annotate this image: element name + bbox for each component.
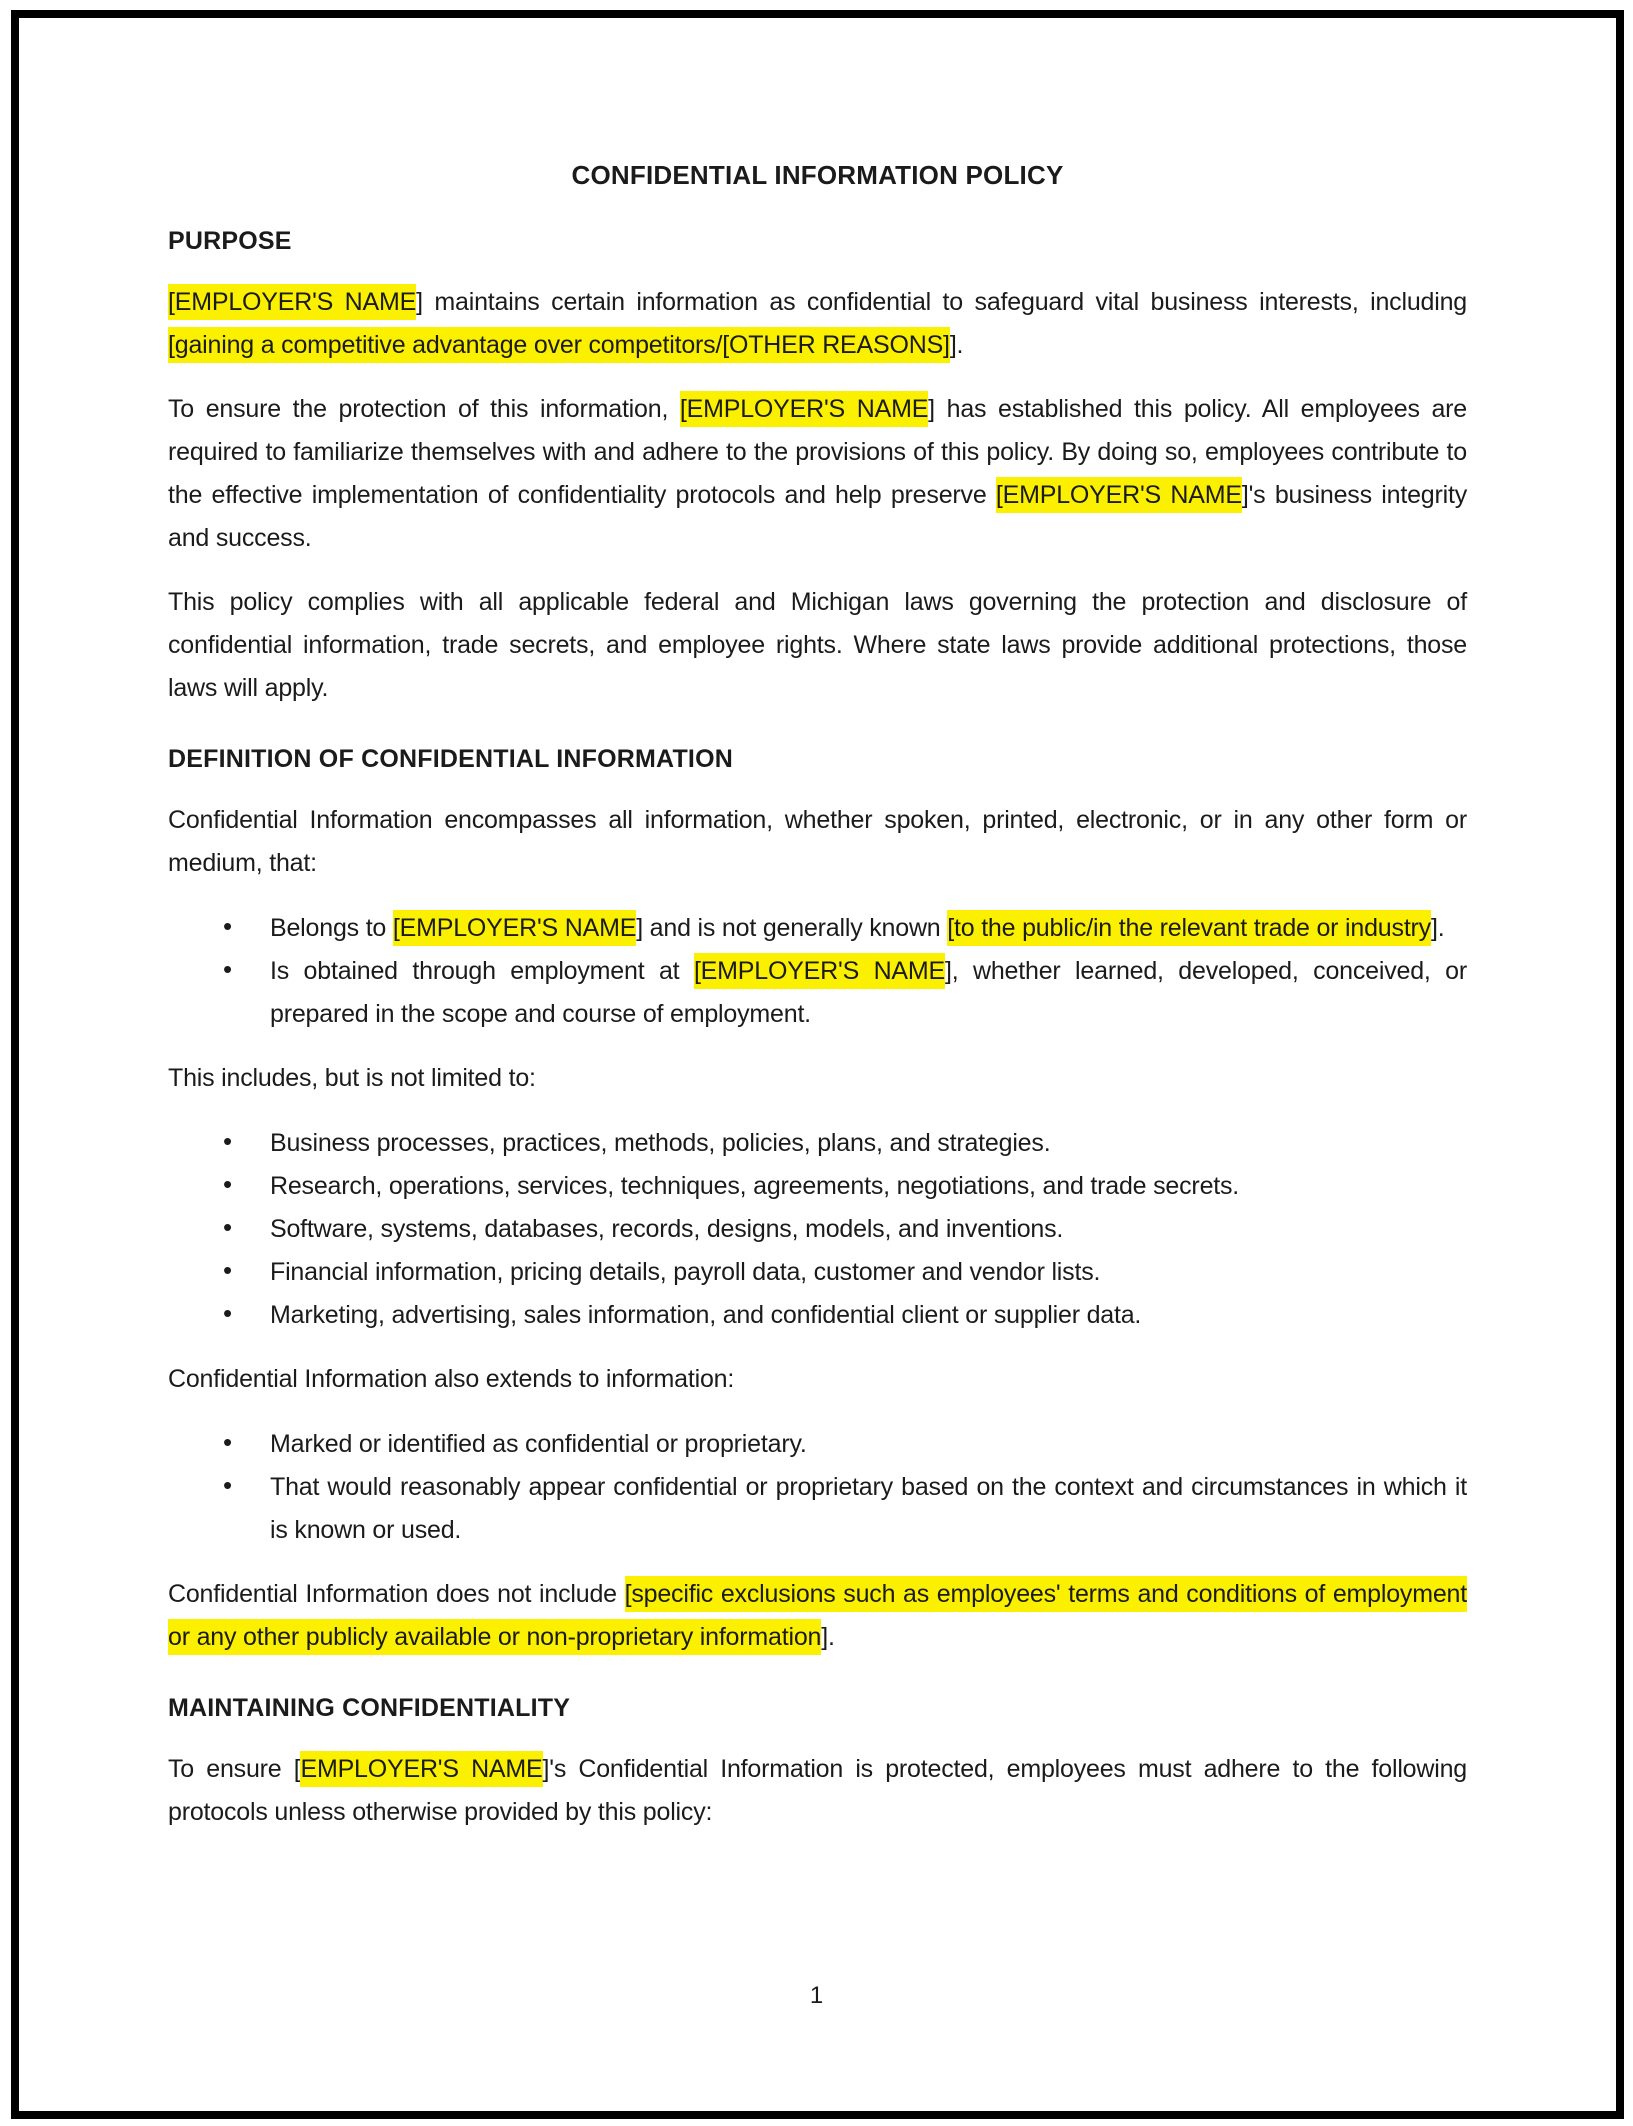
paragraph bbox=[168, 1573, 1467, 1659]
text-run: ]. bbox=[949, 331, 964, 359]
list-item bbox=[223, 1251, 1467, 1294]
highlight-placeholder: [to the public/in the relevant trade or industry bbox=[947, 910, 1431, 946]
paragraph bbox=[168, 581, 1467, 710]
text-run: ] and is not generally known bbox=[636, 914, 948, 942]
list-item bbox=[223, 1165, 1467, 1208]
list-item-text bbox=[270, 910, 1445, 946]
text-run: ]'s Confidential Information is protected, employees must adhere to the following protocols unless otherwise provided by this policy: bbox=[168, 1755, 1467, 1826]
list-item bbox=[223, 1466, 1467, 1552]
highlight-placeholder: [EMPLOYER'S NAME bbox=[996, 477, 1242, 513]
highlight-placeholder: EMPLOYER'S NAME bbox=[300, 1751, 542, 1787]
text-run: ], whether learned, developed, conceived, or prepared in the scope and course of employment. bbox=[270, 957, 1468, 1028]
highlight-placeholder: [EMPLOYER'S NAME bbox=[680, 391, 928, 427]
bullet-icon: • bbox=[223, 1126, 232, 1156]
paragraph bbox=[168, 281, 1467, 367]
text-run: Software, systems, databases, records, designs, models, and inventions. bbox=[270, 1215, 1064, 1243]
text-run: This includes, but is not limited to: bbox=[168, 1064, 536, 1092]
text-run: Marked or identified as confidential or proprietary. bbox=[270, 1430, 807, 1458]
text-run: Research, operations, services, techniques, agreements, negotiations, and trade secrets. bbox=[270, 1172, 1240, 1200]
text-run: ]. bbox=[1431, 914, 1445, 942]
list-item bbox=[223, 950, 1468, 1036]
paragraph bbox=[168, 1748, 1467, 1834]
text-run: ]'s business integrity and success. bbox=[168, 481, 1468, 552]
text-run: This policy complies with all applicable federal and Michigan laws governing the protection and disclosure of confidential information, trade secrets, and employee rights. Where state laws provide additional protections, those laws will apply. bbox=[168, 588, 1467, 702]
paragraph bbox=[168, 799, 1467, 885]
highlight-placeholder: [gaining a competitive advantage over competitors/[OTHER REASONS] bbox=[168, 327, 950, 363]
bullet-icon: • bbox=[223, 1255, 232, 1285]
text-run: Marketing, advertising, sales information, and confidential client or supplier data. bbox=[270, 1301, 1142, 1329]
page-number: 1 bbox=[809, 1982, 824, 2009]
bullet-icon: • bbox=[223, 1427, 232, 1457]
text-run: Confidential Information does not include bbox=[168, 1580, 625, 1608]
paragraph bbox=[168, 388, 1467, 560]
bullet-icon: • bbox=[223, 1169, 232, 1199]
text-run: Confidential Information encompasses all information, whether spoken, printed, electronic, or in any other form or medium, that: bbox=[168, 806, 1467, 877]
text-run: Financial information, pricing details, payroll data, customer and vendor lists. bbox=[270, 1258, 1101, 1286]
document-blocks bbox=[168, 222, 1467, 1834]
text-run: Belongs to bbox=[270, 914, 393, 942]
list-item-text bbox=[270, 1473, 1467, 1544]
paragraph bbox=[168, 1358, 1467, 1401]
bullet-list bbox=[168, 1122, 1467, 1337]
list-item bbox=[223, 907, 1467, 950]
list-item-text bbox=[270, 1430, 807, 1458]
list-item bbox=[223, 1294, 1467, 1337]
text-run: Confidential Information also extends to information: bbox=[168, 1365, 735, 1393]
text-run: To ensure [ bbox=[168, 1755, 301, 1783]
list-item-text bbox=[270, 953, 1467, 1028]
highlight-placeholder: [EMPLOYER'S NAME bbox=[168, 284, 416, 320]
bullet-list bbox=[168, 1423, 1467, 1552]
highlight-placeholder: [EMPLOYER'S NAME bbox=[393, 910, 636, 946]
bullet-list bbox=[168, 907, 1467, 1036]
list-item-text bbox=[270, 1215, 1063, 1243]
list-item-text bbox=[270, 1301, 1141, 1329]
bullet-icon: • bbox=[223, 1470, 232, 1500]
document-body bbox=[168, 158, 1467, 1855]
bullet-icon: • bbox=[223, 954, 232, 984]
bullet-icon: • bbox=[223, 1298, 232, 1328]
text-run: Business processes, practices, methods, policies, plans, and strategies. bbox=[270, 1129, 1051, 1157]
bullet-icon: • bbox=[223, 1212, 232, 1242]
paragraph bbox=[168, 1057, 1467, 1100]
list-item bbox=[223, 1122, 1467, 1165]
section-heading: PURPOSE bbox=[168, 227, 292, 255]
highlight-placeholder: [specific exclusions such as employees' terms and conditions of employment or any other publicly available or non-proprietary information bbox=[168, 1576, 1467, 1655]
list-item-text bbox=[270, 1172, 1239, 1200]
document-title: CONFIDENTIAL INFORMATION POLICY bbox=[571, 160, 1064, 190]
list-item bbox=[223, 1423, 1467, 1466]
bullet-icon: • bbox=[223, 911, 232, 941]
section-heading: MAINTAINING CONFIDENTIALITY bbox=[168, 1694, 571, 1722]
text-run: To ensure the protection of this information, bbox=[168, 395, 680, 423]
text-run: ]. bbox=[821, 1623, 835, 1651]
text-run: ] maintains certain information as confidential to safeguard vital business interests, including bbox=[416, 288, 1468, 316]
text-run: ] has established this policy. All employees are required to familiarize themselves with and adhere to the provisions of this policy. By doing so, employees contribute to the effective implementation of confidentiality protocols and help preserve bbox=[168, 395, 1467, 509]
highlight-placeholder: [EMPLOYER'S NAME bbox=[694, 953, 945, 989]
text-run: Is obtained through employment at bbox=[270, 957, 694, 985]
section-heading: DEFINITION OF CONFIDENTIAL INFORMATION bbox=[168, 745, 733, 773]
list-item bbox=[223, 1208, 1467, 1251]
list-item-text bbox=[270, 1258, 1100, 1286]
text-run: That would reasonably appear confidential or proprietary based on the context and circumstances in which it is known or used. bbox=[270, 1473, 1467, 1544]
list-item-text bbox=[270, 1129, 1050, 1157]
